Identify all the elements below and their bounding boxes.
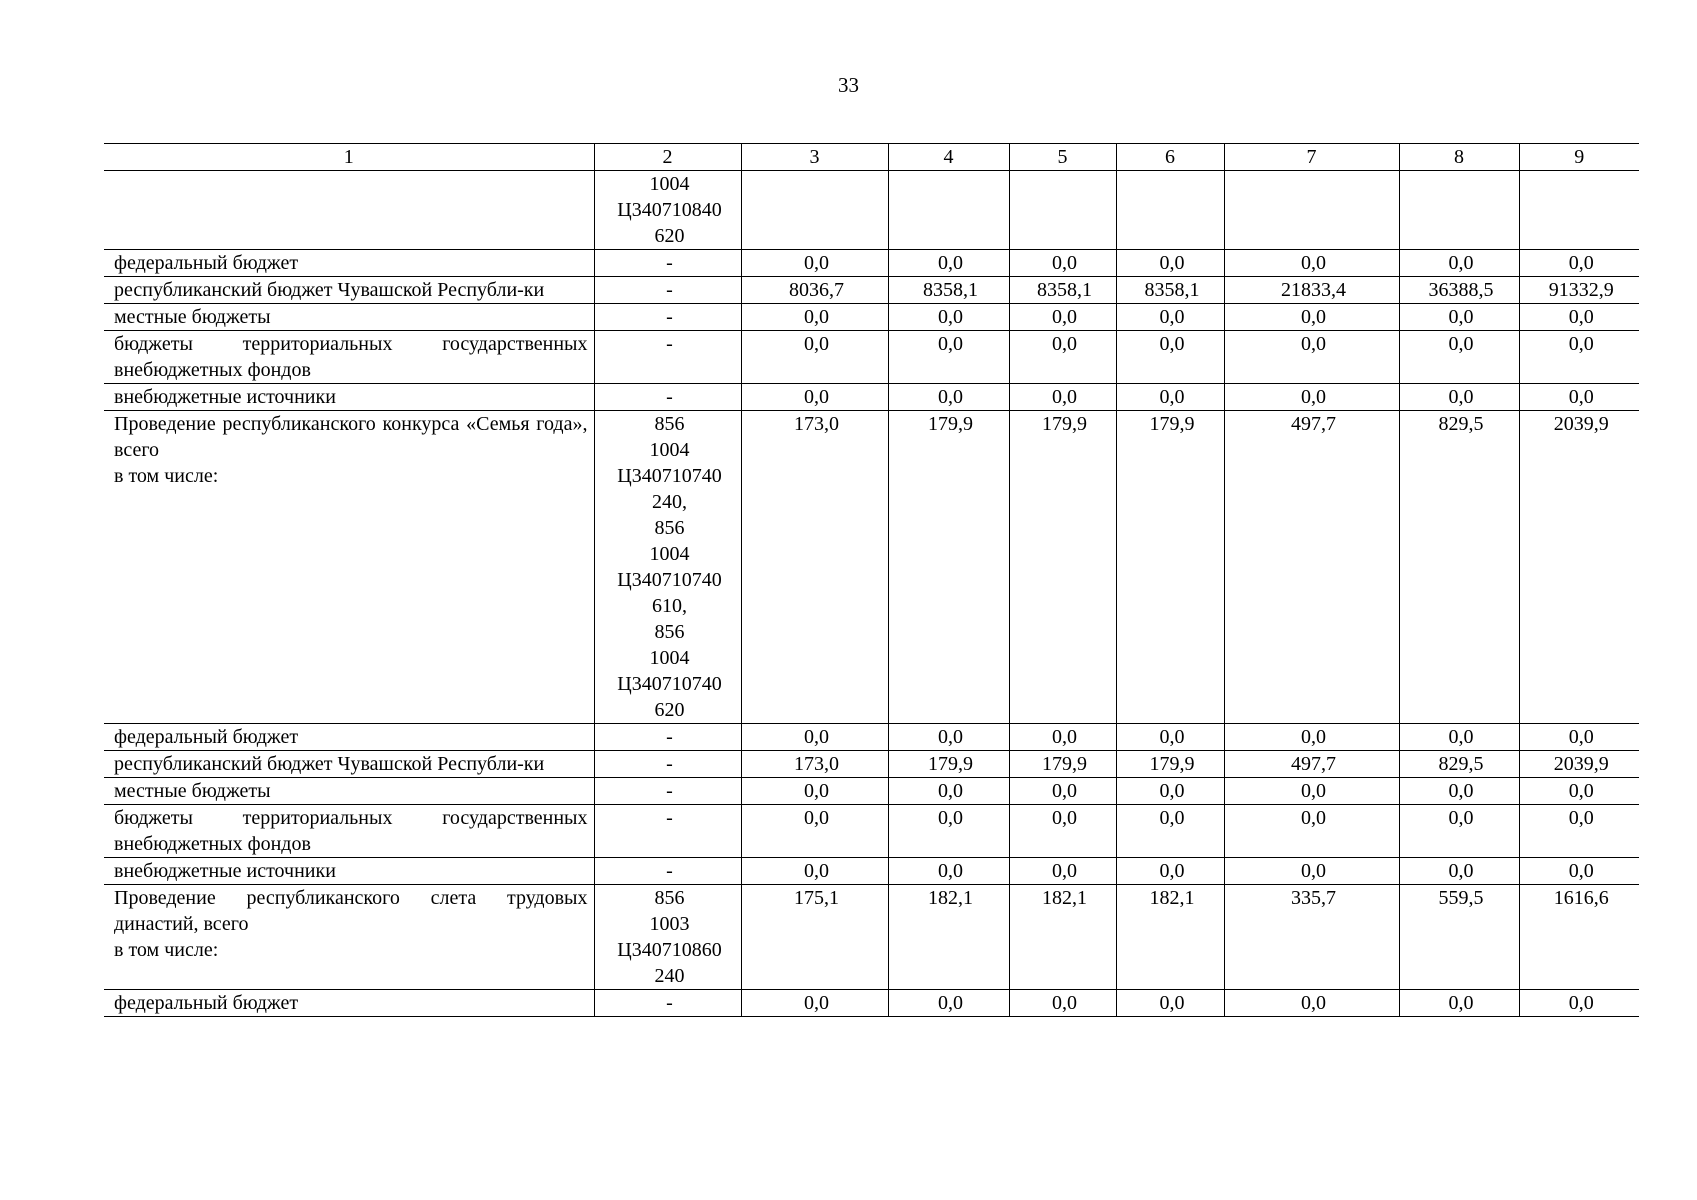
header-cell: 1	[104, 144, 594, 171]
value-col-4: 0,0	[888, 331, 1009, 384]
table-row	[104, 990, 1639, 1017]
value-col-5: 0,0	[1009, 384, 1116, 411]
table-row	[104, 171, 1639, 250]
row-description-line: внебюджетные источники	[114, 860, 336, 882]
value-col-6: 0,0	[1116, 778, 1224, 805]
value-col-9: 0,0	[1519, 778, 1639, 805]
header-cell: 3	[741, 144, 888, 171]
value-col-6: 179,9	[1116, 751, 1224, 778]
row-description-line: Проведение республиканского конкурса «Семья года», всего	[114, 413, 588, 461]
row-description	[104, 858, 594, 885]
row-code	[594, 724, 741, 751]
value-col-8: 0,0	[1399, 778, 1519, 805]
row-description-line: в том числе:	[114, 939, 219, 961]
value-col-9: 2039,9	[1519, 411, 1639, 724]
code-line: Ц340710740	[617, 673, 722, 695]
value-col-8: 0,0	[1399, 990, 1519, 1017]
value-col-7: 0,0	[1224, 331, 1399, 384]
value-col-5: 0,0	[1009, 331, 1116, 384]
row-code	[594, 751, 741, 778]
value-col-6: 0,0	[1116, 990, 1224, 1017]
value-col-8: 0,0	[1399, 805, 1519, 858]
table-row	[104, 858, 1639, 885]
code-line: -	[666, 726, 673, 748]
code-line: 1004	[649, 543, 690, 565]
row-description	[104, 277, 594, 304]
value-col-5: 0,0	[1009, 778, 1116, 805]
code-line: 620	[654, 699, 685, 721]
value-col-7: 0,0	[1224, 858, 1399, 885]
code-line: 1004	[649, 439, 690, 461]
value-col-3: 0,0	[741, 304, 888, 331]
code-line: Ц340710740	[617, 569, 722, 591]
header-cell: 6	[1116, 144, 1224, 171]
row-description	[104, 990, 594, 1017]
value-col-6: 0,0	[1116, 304, 1224, 331]
value-col-6: 0,0	[1116, 724, 1224, 751]
row-description-line: Проведение республиканского слета трудовых династий, всего	[114, 887, 588, 935]
value-col-7: 497,7	[1224, 411, 1399, 724]
value-col-9: 0,0	[1519, 384, 1639, 411]
row-description	[104, 384, 594, 411]
value-col-6	[1116, 171, 1224, 250]
value-col-3: 0,0	[741, 384, 888, 411]
value-col-5: 0,0	[1009, 250, 1116, 277]
table-row	[104, 250, 1639, 277]
header-row	[104, 144, 1639, 171]
table-row	[104, 724, 1639, 751]
code-line: -	[666, 306, 673, 328]
value-col-3: 0,0	[741, 331, 888, 384]
value-col-4: 0,0	[888, 858, 1009, 885]
header-cell: 8	[1399, 144, 1519, 171]
value-col-5: 182,1	[1009, 885, 1116, 990]
value-col-6: 0,0	[1116, 250, 1224, 277]
value-col-7: 0,0	[1224, 724, 1399, 751]
value-col-6: 0,0	[1116, 331, 1224, 384]
value-col-7: 21833,4	[1224, 277, 1399, 304]
value-col-7: 0,0	[1224, 250, 1399, 277]
value-col-5: 0,0	[1009, 858, 1116, 885]
row-code	[594, 990, 741, 1017]
value-col-7: 497,7	[1224, 751, 1399, 778]
value-col-6: 0,0	[1116, 858, 1224, 885]
value-col-7: 0,0	[1224, 384, 1399, 411]
value-col-4: 182,1	[888, 885, 1009, 990]
row-description-line: республиканский бюджет Чувашской Республи-ки	[114, 279, 545, 301]
value-col-4: 0,0	[888, 805, 1009, 858]
value-col-5: 8358,1	[1009, 277, 1116, 304]
value-col-4: 0,0	[888, 384, 1009, 411]
code-line: 856	[654, 413, 685, 435]
row-description-line: бюджеты территориальных государственных внебюджетных фондов	[114, 333, 588, 381]
header-cell: 4	[888, 144, 1009, 171]
row-description	[104, 304, 594, 331]
row-description-line: федеральный бюджет	[114, 992, 299, 1014]
value-col-7: 0,0	[1224, 990, 1399, 1017]
code-line: 856	[654, 621, 685, 643]
code-line: 1004	[649, 173, 690, 195]
value-col-8: 36388,5	[1399, 277, 1519, 304]
value-col-4: 179,9	[888, 751, 1009, 778]
row-description-line: внебюджетные источники	[114, 386, 336, 408]
row-description-line: федеральный бюджет	[114, 252, 299, 274]
row-code	[594, 250, 741, 277]
row-code	[594, 277, 741, 304]
header-cell: 9	[1519, 144, 1639, 171]
code-line: 610,	[652, 595, 687, 617]
table-row	[104, 805, 1639, 858]
code-line: -	[666, 753, 673, 775]
row-description-line: местные бюджеты	[114, 306, 271, 328]
value-col-3	[741, 171, 888, 250]
row-description	[104, 751, 594, 778]
value-col-9: 0,0	[1519, 990, 1639, 1017]
code-line: -	[666, 279, 673, 301]
table-row	[104, 277, 1639, 304]
page-number: 33	[838, 73, 859, 97]
value-col-8: 0,0	[1399, 858, 1519, 885]
table-row	[104, 331, 1639, 384]
value-col-4: 8358,1	[888, 277, 1009, 304]
value-col-3: 0,0	[741, 250, 888, 277]
code-line: 856	[654, 517, 685, 539]
code-line: 1004	[649, 647, 690, 669]
table-row	[104, 778, 1639, 805]
header-cell: 7	[1224, 144, 1399, 171]
value-col-3: 0,0	[741, 858, 888, 885]
value-col-4: 179,9	[888, 411, 1009, 724]
row-code	[594, 411, 741, 724]
value-col-9: 2039,9	[1519, 751, 1639, 778]
code-line: 240,	[652, 491, 687, 513]
row-code	[594, 331, 741, 384]
value-col-3: 0,0	[741, 990, 888, 1017]
value-col-4: 0,0	[888, 304, 1009, 331]
value-col-6: 179,9	[1116, 411, 1224, 724]
row-description	[104, 250, 594, 277]
row-description-line: федеральный бюджет	[114, 726, 299, 748]
row-code	[594, 805, 741, 858]
value-col-9	[1519, 171, 1639, 250]
table-row	[104, 885, 1639, 990]
value-col-6: 182,1	[1116, 885, 1224, 990]
row-description	[104, 778, 594, 805]
code-line: -	[666, 386, 673, 408]
value-col-9: 0,0	[1519, 331, 1639, 384]
row-code	[594, 171, 741, 250]
value-col-5: 0,0	[1009, 724, 1116, 751]
table-row	[104, 751, 1639, 778]
value-col-6: 0,0	[1116, 384, 1224, 411]
row-description-line: республиканский бюджет Чувашской Республи-ки	[114, 753, 545, 775]
value-col-8: 829,5	[1399, 751, 1519, 778]
table-row	[104, 304, 1639, 331]
code-line: Ц340710840	[617, 199, 722, 221]
value-col-9: 0,0	[1519, 858, 1639, 885]
value-col-9: 0,0	[1519, 724, 1639, 751]
row-code	[594, 304, 741, 331]
value-col-8: 829,5	[1399, 411, 1519, 724]
row-code	[594, 885, 741, 990]
code-line: 240	[654, 965, 685, 987]
budget-table	[104, 143, 1639, 1017]
value-col-4: 0,0	[888, 724, 1009, 751]
value-col-4: 0,0	[888, 778, 1009, 805]
code-line: -	[666, 333, 673, 355]
code-line: 1003	[649, 913, 690, 935]
value-col-3: 0,0	[741, 724, 888, 751]
code-line: -	[666, 860, 673, 882]
value-col-7: 0,0	[1224, 805, 1399, 858]
value-col-6: 8358,1	[1116, 277, 1224, 304]
row-description	[104, 885, 594, 990]
row-code	[594, 384, 741, 411]
value-col-3: 0,0	[741, 778, 888, 805]
value-col-9: 1616,6	[1519, 885, 1639, 990]
value-col-7	[1224, 171, 1399, 250]
table-row	[104, 384, 1639, 411]
value-col-7: 0,0	[1224, 304, 1399, 331]
value-col-8: 0,0	[1399, 250, 1519, 277]
value-col-8: 0,0	[1399, 384, 1519, 411]
value-col-9: 0,0	[1519, 805, 1639, 858]
value-col-9: 0,0	[1519, 250, 1639, 277]
value-col-5: 0,0	[1009, 805, 1116, 858]
code-line: -	[666, 807, 673, 829]
value-col-8: 0,0	[1399, 304, 1519, 331]
code-line: Ц340710740	[617, 465, 722, 487]
row-code	[594, 778, 741, 805]
row-description-line: местные бюджеты	[114, 780, 271, 802]
header-cell: 2	[594, 144, 741, 171]
row-description	[104, 411, 594, 724]
row-description	[104, 171, 594, 250]
row-description-line: бюджеты территориальных государственных внебюджетных фондов	[114, 807, 588, 855]
value-col-8	[1399, 171, 1519, 250]
value-col-3: 8036,7	[741, 277, 888, 304]
table-body	[104, 171, 1639, 1017]
code-line: Ц340710860	[617, 939, 722, 961]
value-col-7: 335,7	[1224, 885, 1399, 990]
row-description	[104, 331, 594, 384]
code-line: -	[666, 780, 673, 802]
header-cell: 5	[1009, 144, 1116, 171]
value-col-3: 175,1	[741, 885, 888, 990]
value-col-4	[888, 171, 1009, 250]
code-line: 620	[654, 225, 685, 247]
value-col-5: 179,9	[1009, 751, 1116, 778]
value-col-6: 0,0	[1116, 805, 1224, 858]
value-col-9: 0,0	[1519, 304, 1639, 331]
value-col-8: 0,0	[1399, 724, 1519, 751]
row-code	[594, 858, 741, 885]
value-col-5: 179,9	[1009, 411, 1116, 724]
code-line: 856	[654, 887, 685, 909]
value-col-4: 0,0	[888, 250, 1009, 277]
value-col-8: 559,5	[1399, 885, 1519, 990]
table-row	[104, 411, 1639, 724]
row-description	[104, 805, 594, 858]
value-col-3: 173,0	[741, 751, 888, 778]
value-col-4: 0,0	[888, 990, 1009, 1017]
value-col-8: 0,0	[1399, 331, 1519, 384]
value-col-9: 91332,9	[1519, 277, 1639, 304]
code-line: -	[666, 992, 673, 1014]
value-col-5	[1009, 171, 1116, 250]
row-description	[104, 724, 594, 751]
value-col-5: 0,0	[1009, 990, 1116, 1017]
code-line: -	[666, 252, 673, 274]
value-col-3: 173,0	[741, 411, 888, 724]
row-description-line: в том числе:	[114, 465, 219, 487]
value-col-3: 0,0	[741, 805, 888, 858]
value-col-7: 0,0	[1224, 778, 1399, 805]
value-col-5: 0,0	[1009, 304, 1116, 331]
